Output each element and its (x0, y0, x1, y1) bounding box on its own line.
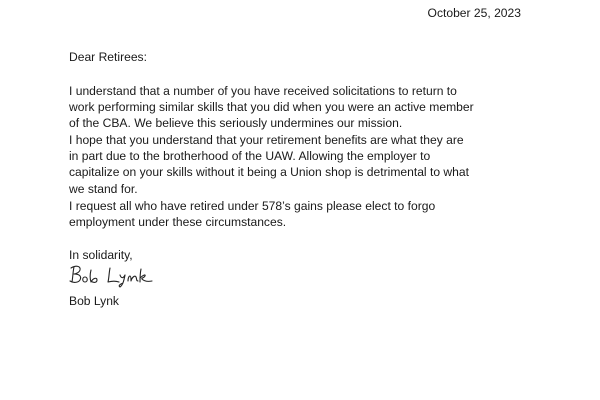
paragraph-line: in part due to the brotherhood of the UAW. Allowing the employer to (69, 149, 431, 164)
letter-date: October 25, 2023 (427, 6, 521, 20)
salutation: Dear Retirees: (69, 50, 147, 64)
paragraph-line: work performing similar skills that you did when you were an active member (69, 100, 474, 115)
paragraph-2 (69, 132, 539, 197)
paragraph-line: capitalize on your skills without it being a Union shop is detrimental to what (69, 165, 469, 180)
paragraph-line: of the CBA. We believe this seriously undermines our mission. (69, 116, 403, 131)
closing: In solidarity, (69, 248, 133, 262)
paragraph-1 (69, 83, 539, 132)
paragraph-line: employment under these circumstances. (69, 215, 287, 230)
signer-name: Bob Lynk (69, 294, 119, 308)
paragraph-line: I understand that a number of you have received solicitations to return to (69, 84, 457, 98)
paragraph-line: I request all who have retired under 578’s gains please elect to forgo (69, 199, 436, 213)
handwritten-signature (66, 262, 176, 288)
paragraph-line: I hope that you understand that your retirement benefits are what they are (69, 133, 464, 147)
paragraph-3 (69, 198, 539, 230)
paragraph-line: we stand for. (69, 181, 138, 196)
